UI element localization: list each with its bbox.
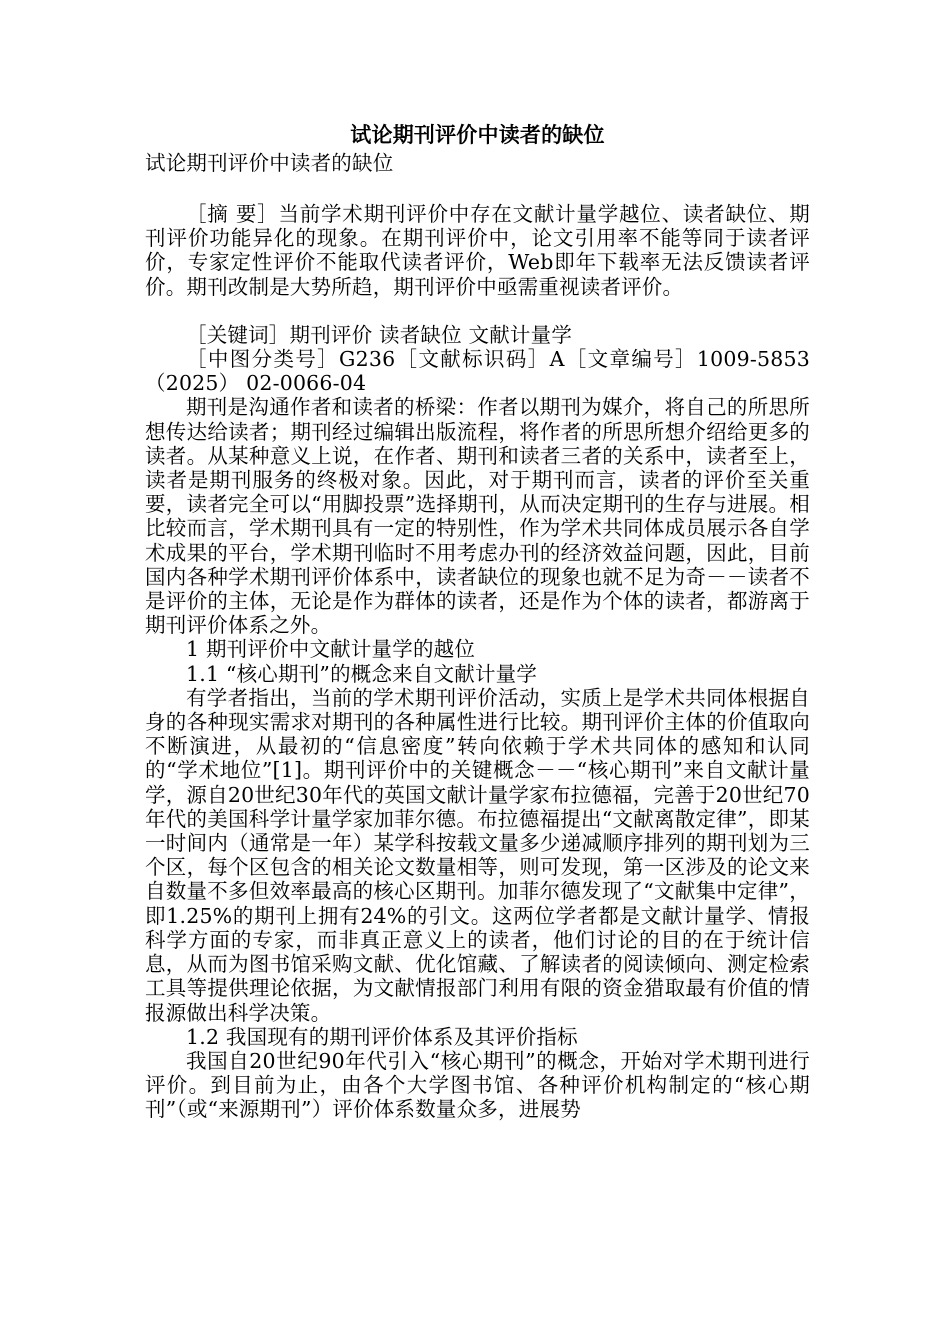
- intro-paragraph: 期刊是沟通作者和读者的桥梁：作者以期刊为媒介，将自己的所思所想传达给读者；期刊经过编辑出版流程，将作者的所思所想介绍给更多的读者。从某种意义上说，在作者、期刊和读者三者的关系中，读者至上，读者是期刊服务的终极对象。因此，对于期刊而言，读者的评价至关重要，读者完全可以“用脚投票”选择期刊，从而决定期刊的生存与进展。相比较而言，学术期刊具有一定的特别性，作为学术共同体成员展示各自学术成果的平台，学术期刊临时不用考虑办刊的经济效益问题，因此，目前国内各种学术期刊评价体系中，读者缺位的现象也就不足为奇－－读者不是评价的主体，无论是作为群体的读者，还是作为个体的读者，都游离于期刊评价体系之外。: [145, 395, 810, 638]
- section-1-heading: 1 期刊评价中文献计量学的越位: [186, 637, 476, 662]
- document-title: 试论期刊评价中读者的缺位: [350, 123, 605, 147]
- section-1-2-paragraph: 我国自20世纪90年代引入“核心期刊”的概念，开始对学术期刊进行评价。到目前为止，由各个大学图书馆、各种评价机构制定的“核心期刊”（或“来源期刊”）评价体系数量众多，进展势: [145, 1048, 810, 1122]
- document-subtitle: 试论期刊评价中读者的缺位: [145, 151, 394, 175]
- document-page: [145, 120, 810, 1122]
- section-1-1-heading: 1.1 “核心期刊”的概念来自文献计量学: [186, 661, 538, 686]
- keywords-line: ［关键词］期刊评价 读者缺位 文献计量学: [186, 322, 573, 347]
- classification-line: ［中图分类号］G236［文献标识码］A［文章编号］1009-5853（2025） 02-0066-04: [145, 347, 810, 396]
- section-1-1-paragraph: 有学者指出，当前的学术期刊评价活动，实质上是学术共同体根据自身的各种现实需求对期刊的各种属性进行比较。期刊评价主体的价值取向不断演进，从最初的“信息密度”转向依赖于学术共同体的感知和认同的“学术地位”[1]。期刊评价中的关键概念－－“核心期刊”来自文献计量学，源自20世纪30年代的英国文献计量学家布拉德福，完善于20世纪70年代的美国科学计量学家加菲尔德。布拉德福提出“文献离散定律”，即某一时间内（通常是一年）某学科按载文量多少递减顺序排列的期刊划为三个区，每个区包含的相关论文数量相等，则可发现，第一区涉及的论文来自数量不多但效率最高的核心区期刊。加菲尔德发现了“文献集中定律”，即1.25%的期刊上拥有24%的引文。这两位学者都是文献计量学、情报科学方面的专家，而非真正意义上的读者，他们讨论的目的在于统计信息，从而为图书馆采购文献、优化馆藏、了解读者的阅读倾向、测定检索工具等提供理论依据，为文献情报部门利用有限的资金猎取最有价值的情报源做出科学决策。: [145, 685, 810, 1025]
- section-1-2-heading: 1.2 我国现有的期刊评价体系及其评价指标: [186, 1024, 578, 1049]
- abstract-paragraph: ［摘 要］当前学术期刊评价中存在文献计量学越位、读者缺位、期刊评价功能异化的现象。在期刊评价中，论文引用率不能等同于读者评价，专家定性评价不能取代读者评价，Web即年下载率无法反馈读者评价。期刊改制是大势所趋，期刊评价中亟需重视读者评价。: [145, 202, 810, 299]
